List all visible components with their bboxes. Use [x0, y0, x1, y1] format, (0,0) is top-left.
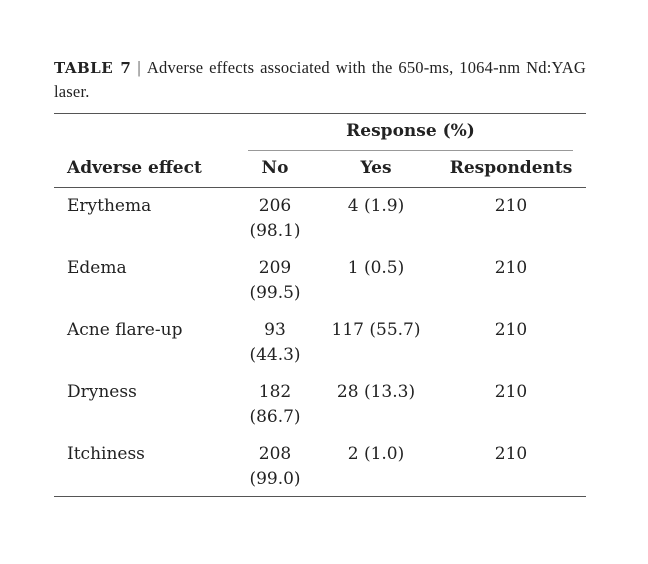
row-yes-value: 28 (13.3)	[336, 382, 416, 402]
row-no-percent: (99.5)	[249, 283, 301, 303]
row-yes-value: 2 (1.0)	[347, 444, 405, 464]
header-bottom-rule	[54, 187, 586, 188]
row-no-count: 182	[258, 382, 292, 402]
row-no-count: 208	[258, 444, 292, 464]
table-caption	[54, 56, 586, 104]
column-header-adverse-effect: Adverse effect	[67, 158, 202, 178]
caption-separator: |	[137, 58, 141, 77]
table-bottom-rule	[54, 496, 586, 497]
row-yes-value: 117 (55.7)	[331, 320, 421, 340]
row-no-percent: (99.0)	[249, 469, 301, 489]
row-yes-value: 4 (1.9)	[347, 196, 405, 216]
row-no-percent: (44.3)	[249, 345, 301, 365]
row-no-count: 93	[264, 320, 286, 340]
row-respondents-value: 210	[494, 444, 528, 464]
row-effect-label: Erythema	[67, 196, 152, 216]
row-respondents-value: 210	[494, 382, 528, 402]
row-no-count: 209	[258, 258, 292, 278]
row-no-count: 206	[258, 196, 292, 216]
column-header-yes: Yes	[360, 158, 392, 178]
row-effect-label: Edema	[67, 258, 127, 278]
row-respondents-value: 210	[494, 258, 528, 278]
row-no-percent: (86.7)	[249, 407, 301, 427]
row-respondents-value: 210	[494, 320, 528, 340]
table-top-rule	[54, 113, 586, 114]
row-effect-label: Dryness	[67, 382, 137, 402]
row-no-percent: (98.1)	[249, 221, 301, 241]
response-group-header: Response (%)	[346, 121, 475, 141]
column-header-respondents: Respondents	[449, 158, 573, 178]
row-effect-label: Acne flare-up	[67, 320, 183, 340]
row-effect-label: Itchiness	[67, 444, 145, 464]
table-label: TABLE 7	[54, 59, 132, 77]
group-header-rule	[248, 150, 573, 151]
row-respondents-value: 210	[494, 196, 528, 216]
row-yes-value: 1 (0.5)	[347, 258, 405, 278]
caption-text: Adverse effects associated with the 650-ms, 1064-nm Nd:YAG laser.	[54, 58, 586, 101]
column-header-no: No	[261, 158, 289, 178]
